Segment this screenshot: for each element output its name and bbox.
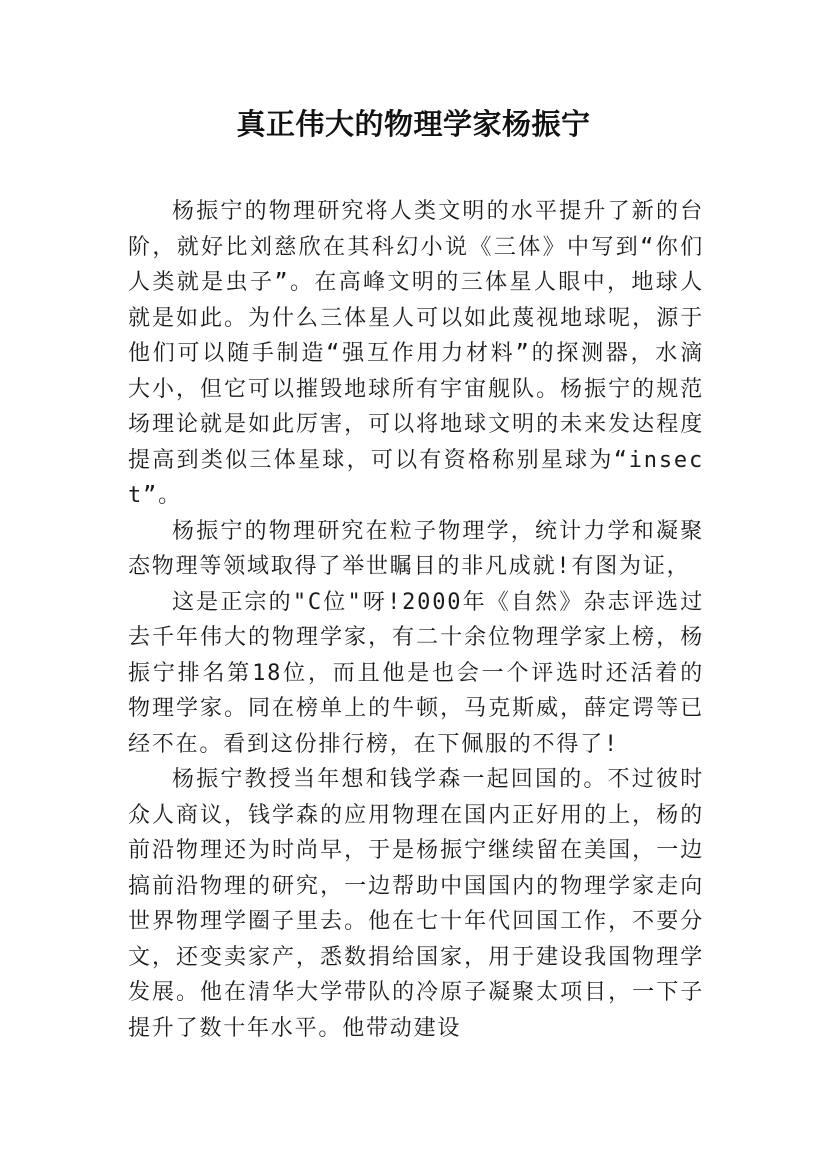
paragraph: 杨振宁的物理研究将人类文明的水平提升了新的台阶，就好比刘慈欣在其科幻小说《三体》中写到“你们人类就是虫子”。在高峰文明的三体星人眼中，地球人就是如此。为什么三体星人可以如此蔑视地球呢，源于他们可以随手制造“强互作用力材料”的探测器，水滴大小，但它可以摧毁地球所有宇宙舰队。杨振宁的规范场理论就是如此厉害，可以将地球文明的未来发达程度提高到类似三体星球，可以有资格称别星球为“insect”。: [128, 199, 704, 508]
document-title: 真正伟大的物理学家杨振宁: [236, 107, 591, 141]
document-body: [128, 194, 704, 1046]
paragraph: 杨振宁的物理研究在粒子物理学，统计力学和凝聚态物理等领域取得了举世瞩目的非凡成就!有图为证，: [128, 518, 704, 579]
paragraph: 杨振宁教授当年想和钱学森一起回国的。不过彼时众人商议，钱学森的应用物理在国内正好用的上，杨的前沿物理还为时尚早，于是杨振宁继续留在美国，一边搞前沿物理的研究，一边帮助中国国内的物理学家走向世界物理学圈子里去。他在七十年代回国工作，不要分文，还变卖家产，悉数捐给国家，用于建设我国物理学发展。他在清华大学带队的冷原子凝聚太项目，一下子提升了数十年水平。他带动建设: [128, 767, 704, 1041]
paragraph: 这是正宗的"C位"呀!2000年《自然》杂志评选过去千年伟大的物理学家，有二十余位物理学家上榜，杨振宁排名第18位，而且他是也会一个评选时还活着的物理学家。同在榜单上的牛顿，马克斯威，薛定谔等已经不在。看到这份排行榜，在下佩服的不得了!: [128, 589, 704, 757]
